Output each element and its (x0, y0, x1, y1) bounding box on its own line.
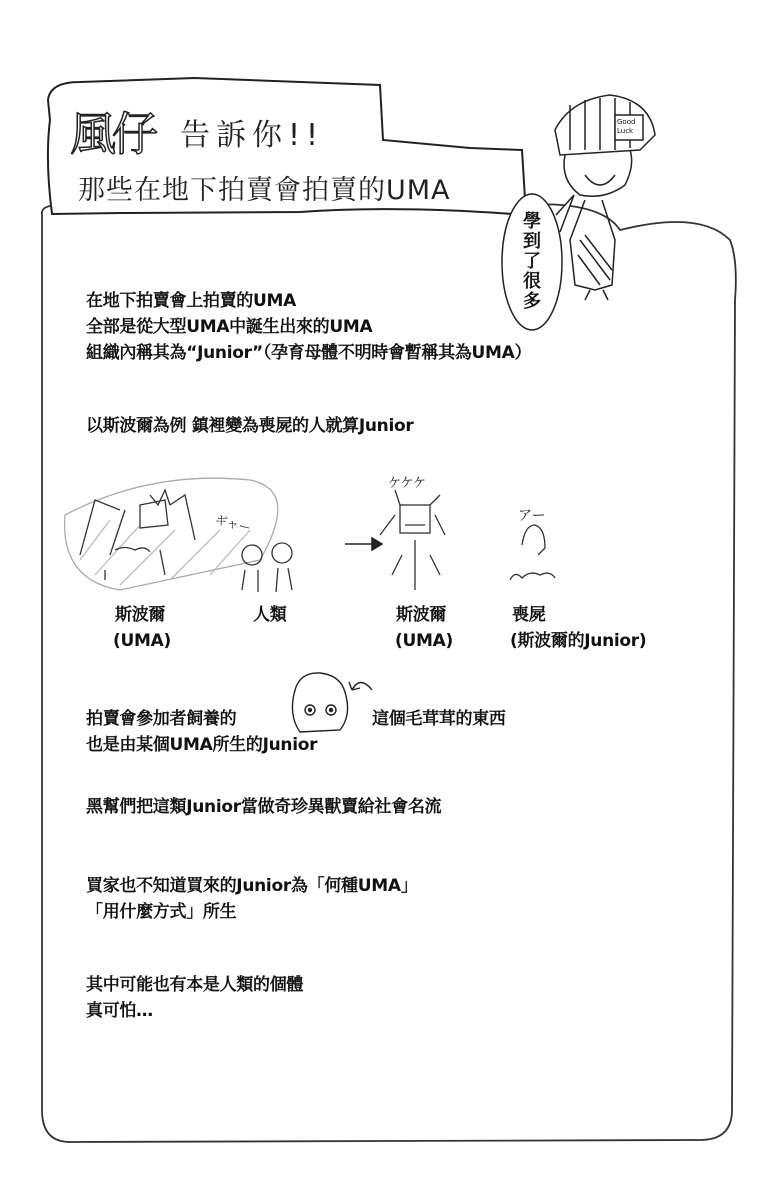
para1-line3: 組織內稱其為“Junior”（孕育母體不明時會暫稱其為UMA） (86, 343, 532, 363)
label-zombie-sub: (斯波爾的Junior) (510, 631, 647, 651)
para3-part1: 拍賣會參加者飼養的 (86, 709, 237, 729)
sfx-laugh: ケケケ (388, 476, 426, 491)
sfx-moan: アー (518, 508, 546, 524)
label-spore-2-sub: (UMA) (395, 631, 453, 651)
human-sketch (242, 543, 292, 592)
hat-badge-text: Good Luck (617, 118, 636, 135)
para5-line1: 買家也不知道買來的Junior為「何種UMA」 (86, 876, 418, 896)
para6-line2: 真可怕… (86, 1001, 153, 1021)
para2: 以斯波爾為例 鎮裡變為喪屍的人就算Junior (86, 416, 414, 436)
para3-part2: 這個毛茸茸的東西 (372, 709, 506, 729)
label-spore-1-sub: (UMA) (113, 631, 171, 651)
zombie-sketch (510, 525, 555, 580)
sfx-scream: ギャー (213, 512, 253, 536)
para1-line1: 在地下拍賣會上拍賣的UMA (86, 291, 296, 311)
spore-uma-sketch-2 (380, 490, 445, 590)
title-line-1: 告訴你!! (180, 118, 325, 153)
para1-line2: 全部是從大型UMA中誕生出來的UMA (86, 317, 373, 337)
speech-bubble-text: 學到了很多 (523, 211, 541, 312)
label-human: 人類 (253, 605, 287, 625)
label-zombie: 喪屍 (512, 605, 546, 625)
label-spore-2: 斯波爾 (396, 605, 447, 625)
arrow-icon (345, 538, 382, 550)
para3-line2: 也是由某個UMA所生的Junior (86, 735, 318, 755)
para4: 黑幫們把這類Junior當做奇珍異獸賣給社會名流 (86, 797, 442, 817)
label-spore-1: 斯波爾 (115, 605, 166, 625)
para5-line2: 「用什麼方式」所生 (86, 902, 237, 922)
fluffy-creature-sketch (292, 673, 372, 732)
title-line-2: 那些在地下拍賣會拍賣的UMA (78, 175, 451, 206)
logo-fuzai: 風仔 (70, 107, 154, 161)
para6-line1: 其中可能也有本是人類的個體 (86, 975, 304, 995)
